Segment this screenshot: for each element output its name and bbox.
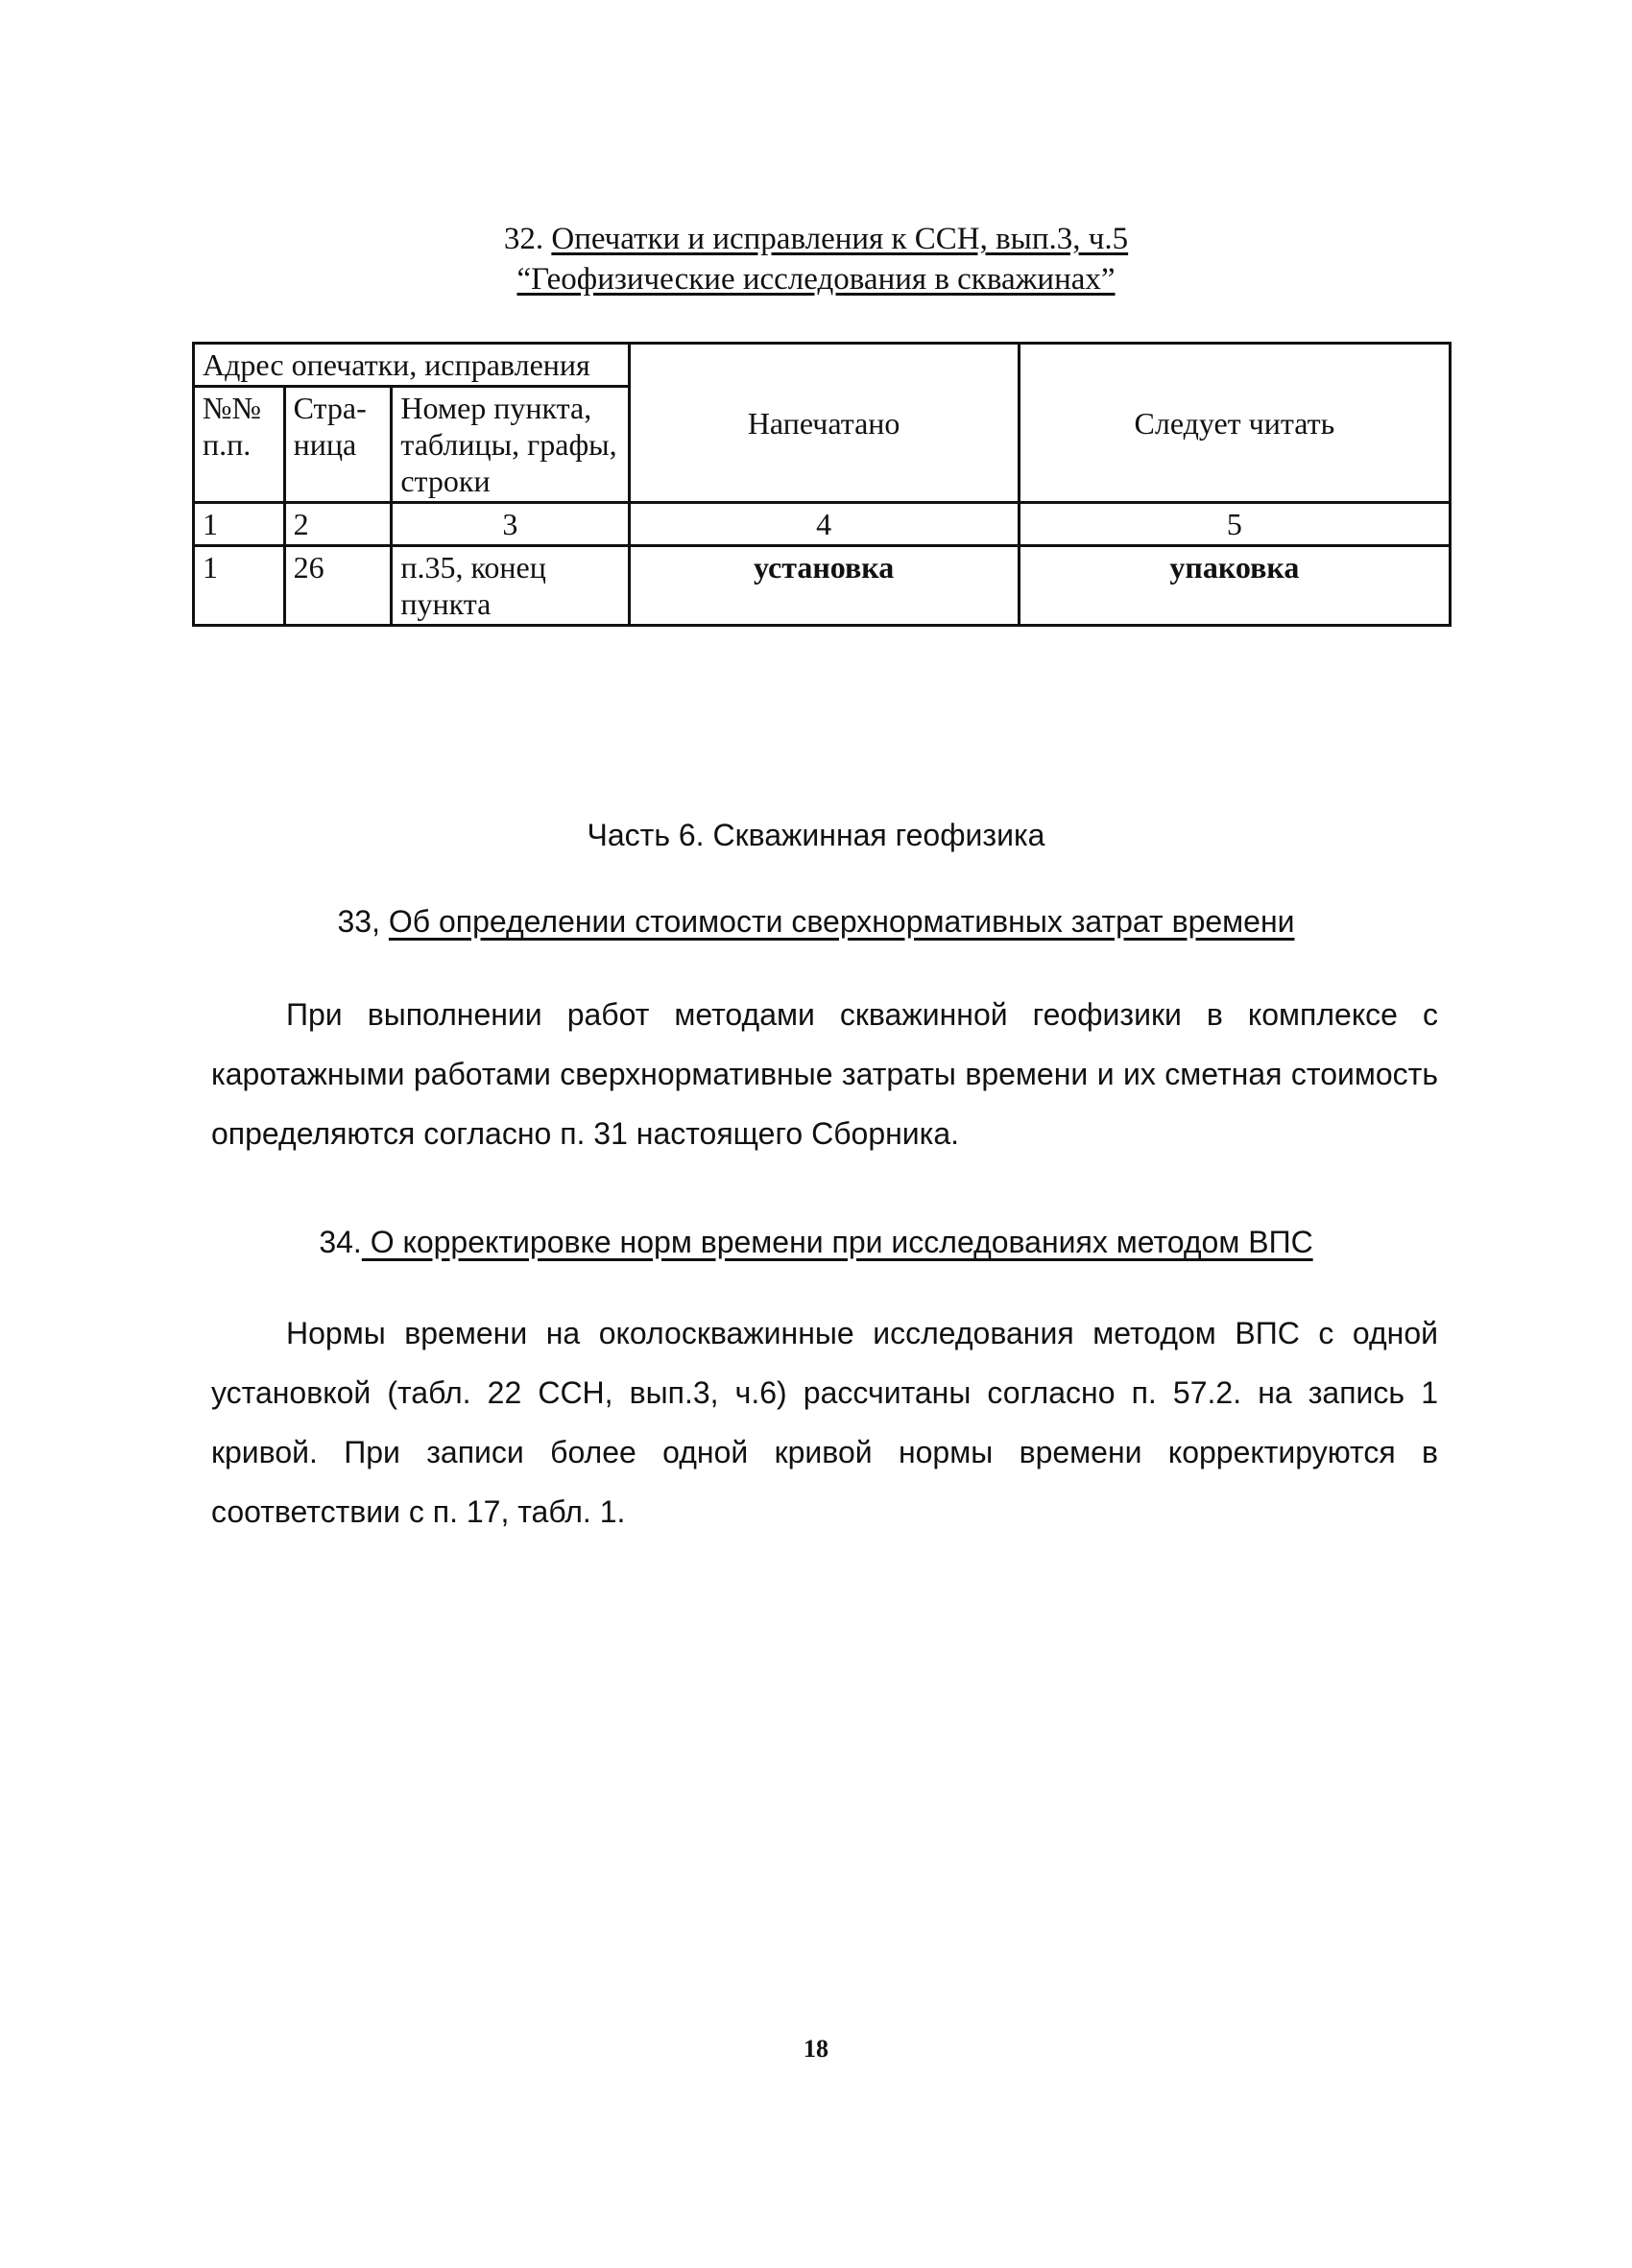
col-number-cell: 3: [392, 503, 629, 546]
page-header-cell: Стра-ница: [284, 387, 392, 503]
row-item-cell: п.35, конец пункта: [392, 546, 629, 626]
table-number-row: [194, 503, 1451, 546]
section-33-title: [0, 904, 1632, 940]
errata-heading-line2: [0, 259, 1632, 299]
correct-header-cell: Следует читать: [1019, 344, 1450, 503]
part-title: Часть 6. Скважинная геофизика: [587, 818, 1045, 852]
section-33-indent: [211, 997, 286, 1032]
errata-heading-line1: [0, 219, 1632, 259]
table-row: [194, 546, 1451, 626]
section-34-text: Нормы времени на околоскважинные исследования методом ВПС с одной установкой (табл. 22 ССН, вып.3, ч.6) рассчитаны согласно п. 57.2. на запись 1 кривой. При записи более одной кривой нормы времени корректируются в соответствии с п. 17, табл. 1.: [211, 1316, 1438, 1529]
table-header-row-1: [194, 344, 1451, 387]
errata-heading-number: 32.: [503, 222, 552, 256]
row-printed-cell: установка: [629, 546, 1019, 626]
errata-heading-title-line1: Опечатки и исправления к ССН, вып.3, ч.5: [551, 222, 1129, 256]
row-page-cell: 26: [284, 546, 392, 626]
col-number-cell: 2: [284, 503, 392, 546]
section-34-title: [0, 1225, 1632, 1260]
section-33-text: При выполнении работ методами скважинной геофизики в комплексе с каротажными работами сверхнормативные затраты времени и их сметная стоимость определяются согласно п. 31 настоящего Сборника.: [211, 997, 1438, 1151]
page-number: 18: [804, 2035, 828, 2063]
num-header-cell: №№ п.п.: [194, 387, 285, 503]
section-33-paragraph: [211, 985, 1438, 1163]
col-number-cell: 1: [194, 503, 285, 546]
section-33-title-text: Об определении стоимости сверхнормативных затрат времени: [388, 904, 1295, 939]
row-num-cell: 1: [194, 546, 285, 626]
address-header-cell: Адрес опечатки, исправления: [194, 344, 630, 387]
section-34-indent: [211, 1316, 286, 1350]
row-correct-cell: упаковка: [1019, 546, 1450, 626]
printed-header-cell: Напечатано: [629, 344, 1019, 503]
item-header-cell: Номер пункта, таблицы, графы, строки: [392, 387, 629, 503]
errata-table: [192, 342, 1452, 627]
errata-heading: [0, 219, 1632, 299]
section-33-number: 33,: [337, 904, 389, 939]
section-34-paragraph: [211, 1303, 1438, 1541]
errata-heading-title-line2: “Геофизические исследования в скважинах”: [516, 262, 1116, 297]
col-number-cell: 4: [629, 503, 1019, 546]
col-number-cell: 5: [1019, 503, 1450, 546]
section-34-title-text: О корректировке норм времени при исследованиях методом ВПС: [361, 1225, 1313, 1259]
section-34-number: 34.: [319, 1225, 362, 1259]
